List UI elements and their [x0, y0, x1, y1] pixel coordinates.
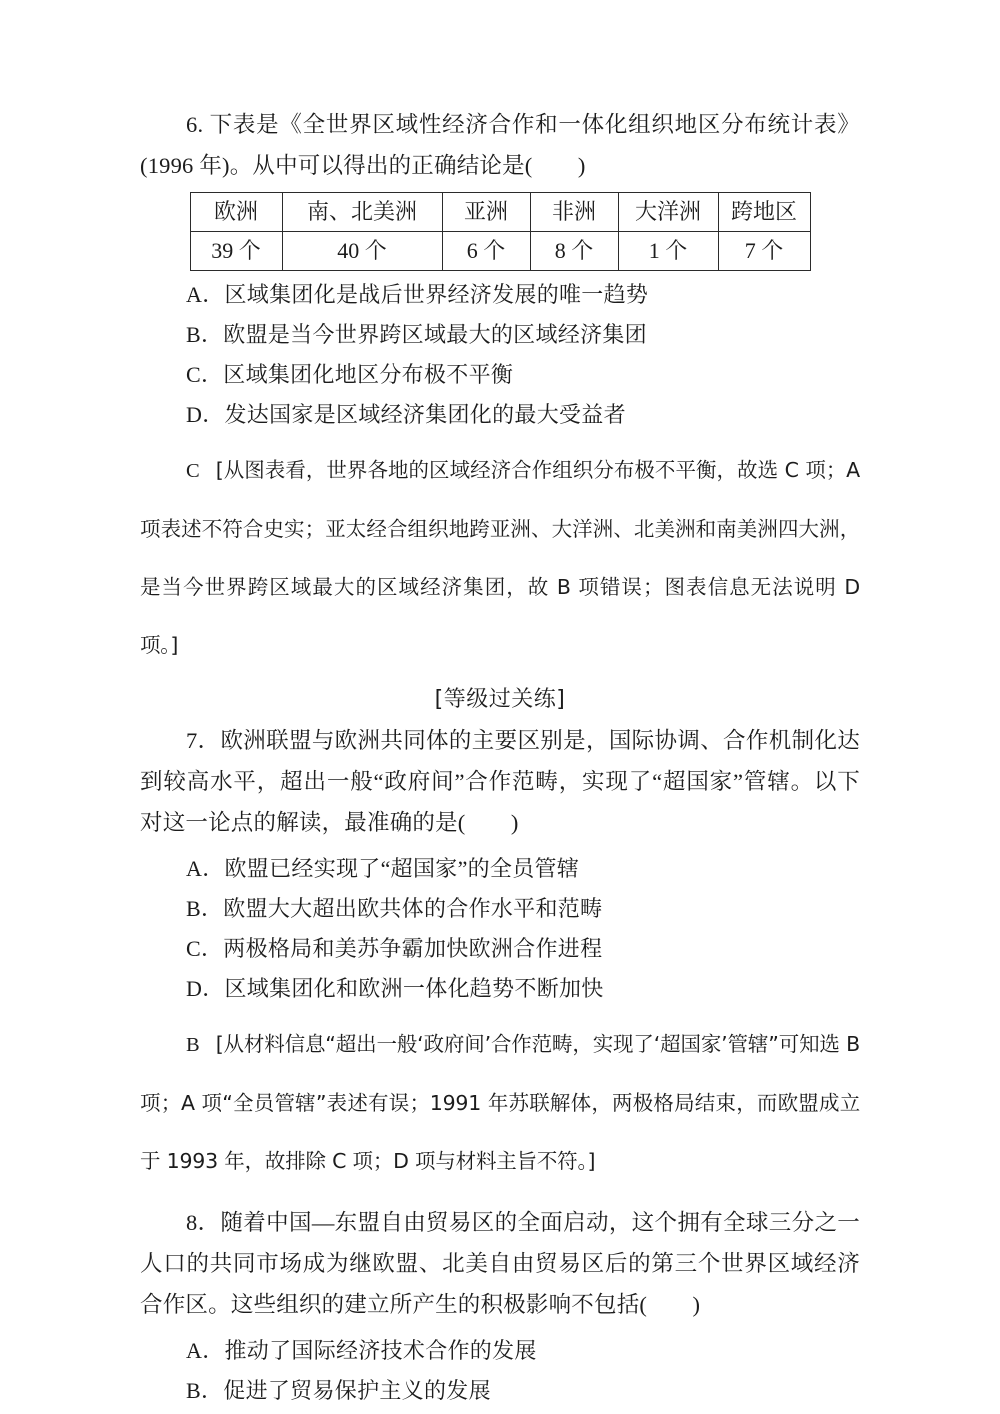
table-value-cell: 1 个 — [618, 232, 718, 271]
table-header-cell: 跨地区 — [718, 193, 810, 232]
answer-letter: B — [186, 1034, 200, 1056]
option-b[interactable] — [140, 1371, 860, 1411]
option-a[interactable] — [140, 275, 860, 315]
option-text: 欧盟已经实现了“超国家”的全员管辖 — [224, 856, 580, 881]
option-letter: B． — [186, 322, 224, 347]
table-value-cell: 7 个 — [718, 232, 810, 271]
question-6 — [140, 104, 860, 674]
option-a[interactable] — [140, 1331, 860, 1371]
option-text: 推动了国际经济技术合作的发展 — [224, 1338, 537, 1363]
answer-letter: C — [186, 460, 200, 482]
table-value-cell: 39 个 — [190, 232, 282, 271]
question-7 — [140, 720, 860, 1190]
question-7-answer — [140, 1015, 860, 1190]
answer-explanation: [从图表看，世界各地的区域经济合作组织分布极不平衡，故选 C 项；A 项表述不符合史实；亚太经合组织地跨亚洲、大洋洲、北美洲和南美洲四大洲，是当今世界跨区域最大的区域经济集团，故 B 项错误；图表信息无法说明 D 项。] — [140, 458, 860, 657]
section-label: [等级过关练] — [434, 687, 566, 712]
option-text: 区域集团化和欧洲一体化趋势不断加快 — [224, 976, 604, 1001]
option-text: 促进了贸易保护主义的发展 — [223, 1378, 491, 1403]
table-row-headers — [190, 193, 810, 232]
option-letter: D． — [186, 402, 225, 427]
option-letter: C． — [186, 362, 224, 387]
option-text: 区域集团化是战后世界经济发展的唯一趋势 — [224, 282, 649, 307]
statistics-table — [190, 192, 811, 271]
option-c[interactable] — [140, 355, 860, 395]
option-letter: A． — [186, 1338, 225, 1363]
option-letter: A． — [186, 282, 225, 307]
option-letter: B． — [186, 896, 224, 921]
option-text: 两极格局和美苏争霸加快欧洲合作进程 — [223, 936, 603, 961]
option-text: 发达国家是区域经济集团化的最大受益者 — [224, 402, 626, 427]
answer-explanation: [从材料信息“超出一般‘政府间’合作范畴，实现了‘超国家’管辖”可知选 B 项；A 项“全员管辖”表述有误；1991 年苏联解体，两极格局结束，而欧盟成立于 1993 年，故排除 C 项；D 项与材料主旨不符。] — [140, 1032, 860, 1173]
question-6-stem: 6. 下表是《全世界区域性经济合作和一体化组织地区分布统计表》(1996 年)。从中可以得出的正确结论是( ) — [140, 112, 860, 178]
option-letter: B． — [186, 1378, 224, 1403]
question-7-options — [140, 849, 860, 1009]
option-b[interactable] — [140, 889, 860, 929]
table-header-cell: 亚洲 — [442, 193, 530, 232]
option-d[interactable] — [140, 395, 860, 435]
statistics-table-wrapper — [140, 192, 860, 271]
option-text: 区域集团化地区分布极不平衡 — [223, 362, 514, 387]
table-row-values — [190, 232, 810, 271]
table-header-cell: 大洋洲 — [618, 193, 718, 232]
option-b[interactable] — [140, 315, 860, 355]
table-value-cell: 8 个 — [530, 232, 618, 271]
table-header-cell: 南、北美洲 — [282, 193, 442, 232]
option-c[interactable] — [140, 929, 860, 969]
question-7-stem: 7．欧洲联盟与欧洲共同体的主要区别是，国际协调、合作机制化达到较高水平，超出一般“政府间”合作范畴，实现了“超国家”管辖。以下对这一论点的解读，最准确的是( ) — [140, 728, 860, 835]
table-header-cell: 非洲 — [530, 193, 618, 232]
question-8 — [140, 1202, 860, 1411]
option-a[interactable] — [140, 849, 860, 889]
option-letter: C． — [186, 936, 224, 961]
question-8-stem: 8．随着中国—东盟自由贸易区的全面启动，这个拥有全球三分之一人口的共同市场成为继欧盟、北美自由贸易区后的第三个世界区域经济合作区。这些组织的建立所产生的积极影响不包括( ) — [140, 1210, 860, 1317]
option-text: 欧盟是当今世界跨区域最大的区域经济集团 — [223, 322, 647, 347]
table-value-cell: 6 个 — [442, 232, 530, 271]
option-letter: A． — [186, 856, 225, 881]
question-6-answer — [140, 441, 860, 674]
question-6-options — [140, 275, 860, 435]
option-d[interactable] — [140, 969, 860, 1009]
table-header-cell: 欧洲 — [190, 193, 282, 232]
option-letter: D． — [186, 976, 225, 1001]
table-value-cell: 40 个 — [282, 232, 442, 271]
option-text: 欧盟大大超出欧共体的合作水平和范畴 — [223, 896, 603, 921]
question-8-options — [140, 1331, 860, 1411]
